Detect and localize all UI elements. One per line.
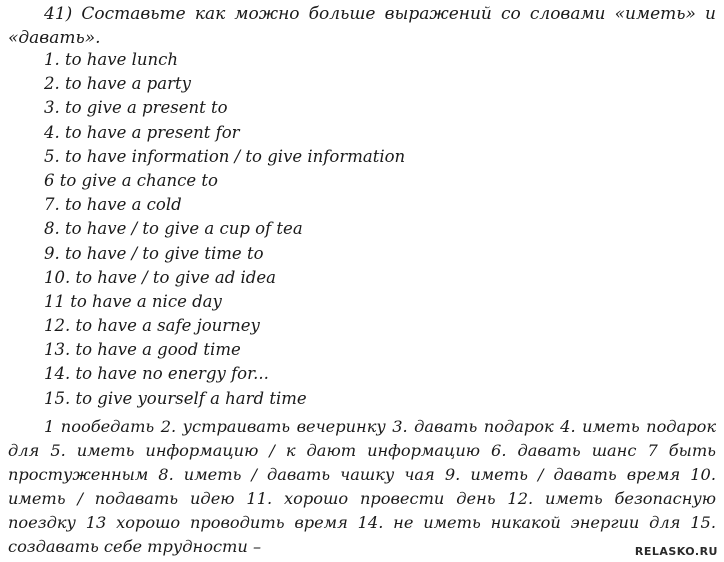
- list-item: 5. to have information / to give information: [44, 146, 406, 166]
- list-item: 2. to have a party: [44, 74, 191, 94]
- list-item: 11 to have a nice day: [44, 291, 222, 311]
- list-item: 6 to give a chance to: [44, 170, 218, 190]
- phrase-list: [44, 48, 405, 411]
- list-item: 13. to have a good time: [44, 340, 241, 360]
- list-item: 15. to give yourself a hard time: [44, 388, 307, 408]
- list-item: 7. to have a cold: [44, 195, 182, 215]
- site-watermark: RELASKO.RU: [634, 545, 718, 558]
- list-item: 3. to give a present to: [44, 98, 228, 118]
- list-item: 12. to have a safe journey: [44, 316, 260, 336]
- list-item: 8. to have / to give a cup of tea: [44, 219, 303, 239]
- list-item: 10. to have / to give ad idea: [44, 267, 276, 287]
- list-item: 14. to have no energy for...: [44, 364, 269, 384]
- list-item: 4. to have a present for: [44, 122, 240, 142]
- list-item: 9. to have / to give time to: [44, 243, 264, 263]
- translation-paragraph: 1 пообедать 2. устраивать вечеринку 3. давать подарок 4. иметь подарок для 5. иметь информацию / к дают информацию 6. давать шанс 7 быть простуженным 8. иметь / давать чашку чая 9. иметь / давать время 10. иметь / подавать идею 11. хорошо провести день 12. иметь безопасную поездку 13 хорошо проводить время 14. не иметь никакой энергии для 15. создавать себе трудности –: [8, 417, 716, 556]
- task-heading: 41) Составьте как можно больше выражений со словами «иметь» и «давать».: [8, 4, 716, 48]
- list-item: 1. to have lunch: [44, 50, 178, 69]
